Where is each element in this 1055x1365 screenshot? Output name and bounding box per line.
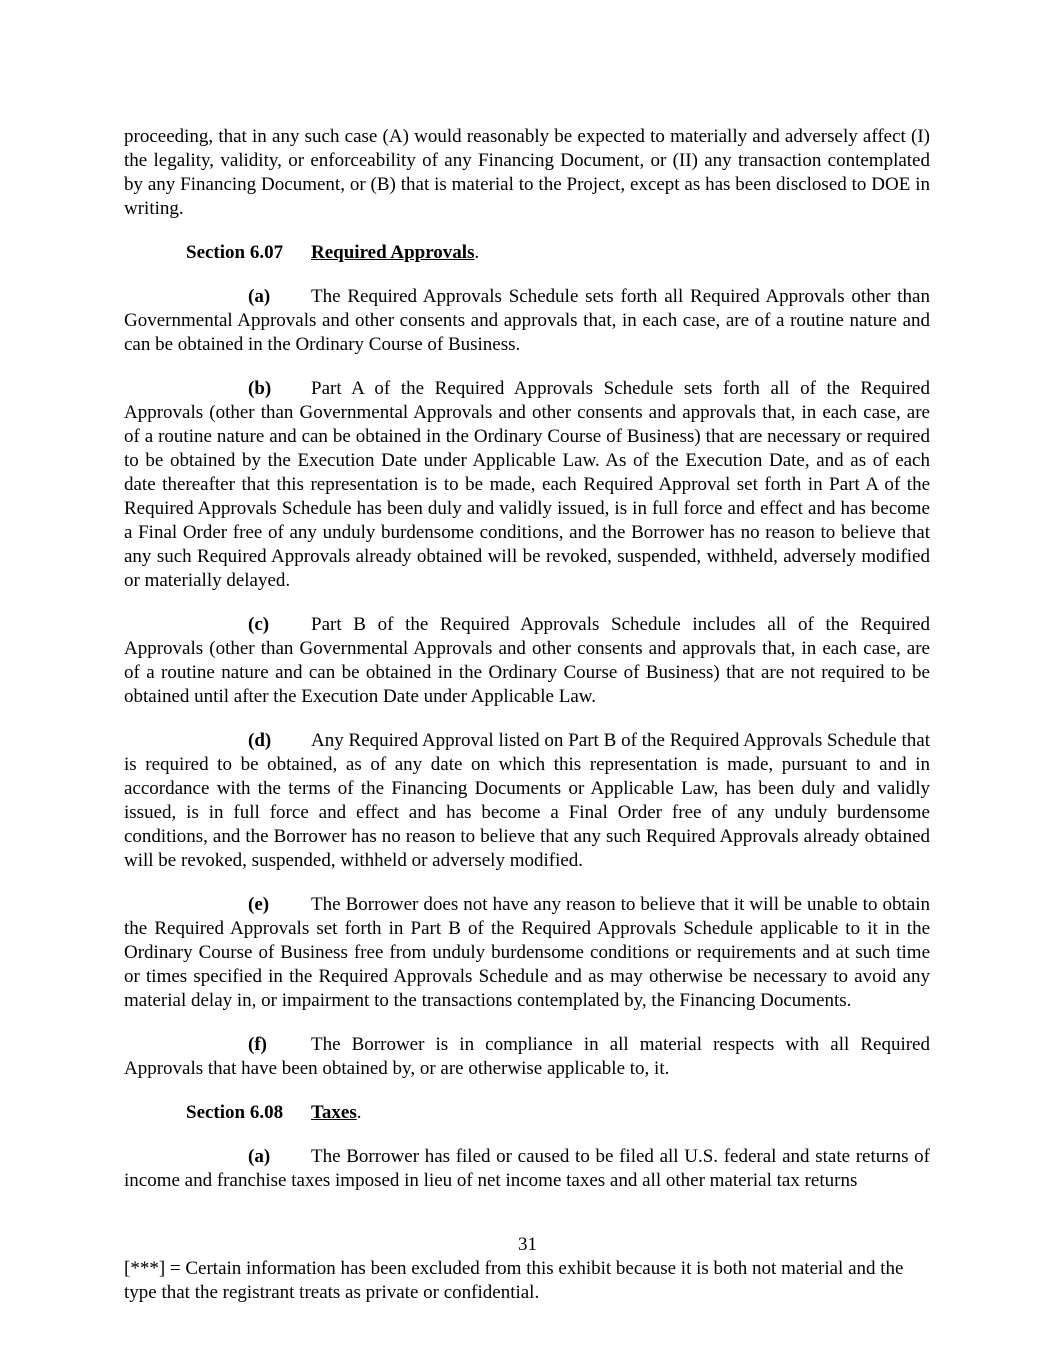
section-heading-6-07: Section 6.07 Required Approvals. bbox=[186, 242, 480, 263]
clause-label: (a) bbox=[248, 286, 271, 307]
clause-label: (c) bbox=[248, 614, 270, 635]
section-title: Required Approvals bbox=[311, 242, 475, 263]
clause-6-07-b bbox=[124, 377, 930, 593]
clause-6-07-e bbox=[124, 893, 930, 1013]
clause-6-08-a bbox=[124, 1145, 930, 1193]
clause-text: Part B of the Required Approvals Schedule includes all of the Required Approvals (other than Governmental Approvals and other consents and approvals that, in each case, are of a routine nature and can be obtained in the Ordinary Course of Business) that are not required to be obtained until after the Execution Date under Applicable Law. bbox=[124, 614, 930, 707]
clause-text: Part A of the Required Approvals Schedule sets forth all of the Required Approvals (other than Governmental Approvals and other consents and approvals that, in each case, are of a routine nature and can be obtained in the Ordinary Course of Business) that are necessary or required to be obtained by the Execution Date under Applicable Law. As of the Execution Date, and as of each date thereafter that this representation is to be made, each Required Approval set forth in Part A of the Required Approvals Schedule has been duly and validly issued, is in full force and effect and has become a Final Order free of any unduly burdensome conditions, and the Borrower has no reason to believe that any such Required Approvals already obtained will be revoked, suspended, withheld, adversely modified or materially delayed. bbox=[124, 378, 930, 591]
clause-label: (b) bbox=[248, 378, 272, 399]
section-number: Section 6.07 bbox=[186, 242, 284, 263]
continuation-paragraph: proceeding, that in any such case (A) would reasonably be expected to materially and adversely affect (I) the legality, validity, or enforceability of any Financing Document, or (II) any transaction contemplated by any Financing Document, or (B) that is material to the Project, except as has been disclosed to DOE in writing. bbox=[124, 126, 930, 219]
page-number: 31 bbox=[518, 1234, 537, 1255]
clause-6-07-c bbox=[124, 613, 930, 709]
clause-text: The Borrower has filed or caused to be filed all U.S. federal and state returns of income and franchise taxes imposed in lieu of net income taxes and all other material tax returns bbox=[124, 1146, 930, 1191]
clause-6-07-d bbox=[124, 729, 930, 873]
clause-text: Any Required Approval listed on Part B of the Required Approvals Schedule that is required to be obtained, as of any date on which this representation is made, pursuant to and in accordance with the terms of the Financing Documents or Applicable Law, has been duly and validly issued, is in full force and effect and has become a Final Order free of any unduly burdensome conditions, and the Borrower has no reason to believe that any such Required Approvals already obtained will be revoked, suspended, withheld or adversely modified. bbox=[124, 730, 930, 871]
clause-label: (d) bbox=[248, 730, 272, 751]
section-number: Section 6.08 bbox=[186, 1102, 284, 1123]
body-text bbox=[124, 125, 930, 1193]
clause-6-07-a bbox=[124, 285, 930, 357]
clause-text: The Borrower does not have any reason to believe that it will be unable to obtain the Required Approvals set forth in Part B of the Required Approvals Schedule applicable to it in the Ordinary Course of Business free from unduly burdensome conditions or requirements and at such time or times specified in the Required Approvals Schedule and as may otherwise be necessary to avoid any material delay in, or impairment to the transactions contemplated by, the Financing Documents. bbox=[124, 894, 930, 1011]
footer-note: [***] = Certain information has been excluded from this exhibit because it is both not material and the type that the registrant treats as private or confidential. bbox=[124, 1258, 904, 1303]
clause-text: The Required Approvals Schedule sets forth all Required Approvals other than Governmental Approvals and other consents and approvals that, in each case, are of a routine nature and can be obtained in the Ordinary Course of Business. bbox=[124, 286, 930, 355]
section-title: Taxes bbox=[311, 1102, 357, 1123]
section-heading-6-08: Section 6.08 Taxes. bbox=[186, 1102, 362, 1123]
clause-label: (e) bbox=[248, 894, 270, 915]
clause-text: The Borrower is in compliance in all material respects with all Required Approvals that have been obtained by, or are otherwise applicable to, it. bbox=[124, 1034, 930, 1079]
clause-label: (f) bbox=[248, 1034, 267, 1055]
clause-label: (a) bbox=[248, 1146, 271, 1167]
clause-6-07-f bbox=[124, 1033, 930, 1081]
